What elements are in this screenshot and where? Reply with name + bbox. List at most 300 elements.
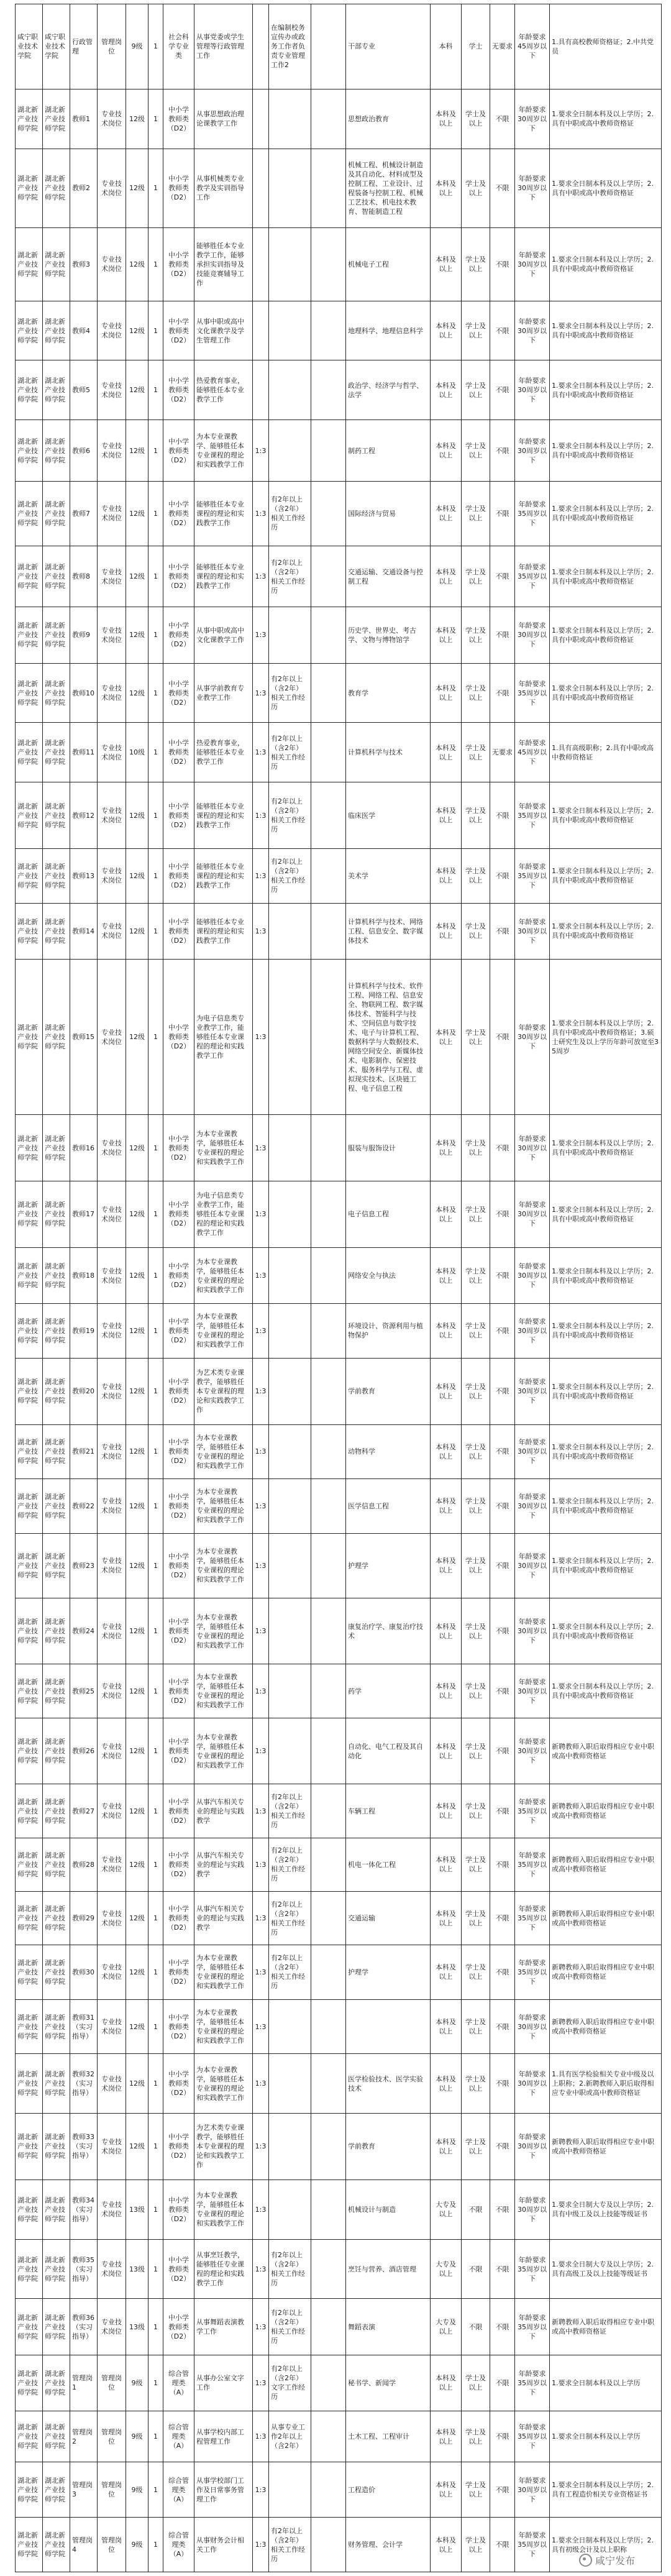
cell-exam-category: 中小学教师类（D2） — [163, 782, 194, 849]
cell-position-category: 专业技术岗位 — [98, 959, 126, 1114]
cell-major: 自动化、电气工程及其自动化 — [346, 1718, 431, 1784]
cell-exam-category: 综合管理类（A） — [163, 2518, 194, 2572]
cell-employer: 湖北新产业技师学院 — [16, 481, 43, 546]
cell-position-level: 12级 — [126, 1598, 148, 1664]
cell-degree: 学士及以上 — [462, 782, 490, 849]
cell-employer: 湖北新产业技师学院 — [16, 2518, 43, 2572]
cell-political-status: 不限 — [490, 1247, 515, 1303]
cell-job-description: 能够胜任本专业课程的理论和实践教学工作 — [194, 903, 253, 959]
cell-political-status: 不限 — [490, 481, 515, 546]
cell-age-requirement: 年龄要求30周岁以下 — [515, 420, 550, 482]
cell-major: 干部专业 — [346, 4, 431, 89]
cell-degree: 学士及以上 — [462, 1598, 490, 1664]
cell-interview-ratio: 1:3 — [253, 1891, 269, 1945]
cell-position-level: 10级 — [126, 723, 148, 782]
cell-degree: 学士及以上 — [462, 360, 490, 420]
cell-interview-ratio: 1:3 — [253, 1424, 269, 1479]
cell-job-description: 能够胜任本专业课程的理论和实践教学工作 — [194, 481, 253, 546]
cell-position: 管理岗1 — [70, 2355, 98, 2411]
cell-major: 学前教育 — [346, 2114, 431, 2180]
cell-experience: 有2年以上（含2年）相关工作经历 — [269, 546, 311, 607]
cell-degree: 学士及以上 — [462, 1479, 490, 1534]
cell-position-category: 专业技术岗位 — [98, 1533, 126, 1598]
cell-major: 护理学 — [346, 1945, 431, 2000]
cell-department: 湖北新产业技师学院 — [43, 149, 70, 227]
cell-department: 咸宁职业技术学院 — [43, 4, 70, 89]
cell-department: 湖北新产业技师学院 — [43, 2239, 70, 2299]
cell-position: 教师24 — [70, 1598, 98, 1664]
cell-major: 机械电子工程 — [346, 227, 431, 301]
cell-department: 湖北新产业技师学院 — [43, 227, 70, 301]
cell-political-status: 无要求 — [490, 4, 515, 89]
cell-exam-category: 中小学教师类（D2） — [163, 1784, 194, 1838]
cell-position-category: 管理岗位 — [98, 2355, 126, 2411]
cell-experience — [269, 903, 311, 959]
cell-other-requirements: 1.要求全日制本科及以上学历；2.具有中职或高中教师资格证 — [550, 848, 662, 903]
cell-experience: 有2年以上（含2年）相关工作经历 — [269, 2518, 311, 2572]
cell-other-conditions — [311, 2239, 346, 2299]
cell-education: 本科及以上 — [431, 2054, 462, 2114]
cell-education: 本科及以上 — [431, 481, 462, 546]
cell-position-category: 专业技术岗位 — [98, 420, 126, 482]
cell-education: 本科及以上 — [431, 301, 462, 360]
table-row — [16, 1999, 662, 2054]
cell-exam-category: 中小学教师类（D2） — [163, 1891, 194, 1945]
cell-employer: 湖北新产业技师学院 — [16, 2355, 43, 2411]
cell-degree: 学士及以上 — [462, 1999, 490, 2054]
cell-position: 教师8 — [70, 546, 98, 607]
cell-political-status: 不限 — [490, 903, 515, 959]
cell-interview-ratio — [253, 227, 269, 301]
cell-department: 湖北新产业技师学院 — [43, 1479, 70, 1534]
cell-quota: 1 — [148, 149, 163, 227]
cell-quota: 1 — [148, 782, 163, 849]
cell-political-status: 不限 — [490, 1424, 515, 1479]
cell-department: 湖北新产业技师学院 — [43, 1598, 70, 1664]
cell-degree: 学士及以上 — [462, 1115, 490, 1181]
cell-age-requirement: 年龄要求30周岁以下 — [515, 1181, 550, 1248]
cell-degree: 学士及以上 — [462, 1945, 490, 2000]
cell-position-level: 12级 — [126, 546, 148, 607]
cell-job-description: 从事中职或高中文化课教学工作 — [194, 607, 253, 663]
cell-other-conditions — [311, 1718, 346, 1784]
cell-other-conditions — [311, 2355, 346, 2411]
cell-other-conditions — [311, 1784, 346, 1838]
cell-position: 教师14 — [70, 903, 98, 959]
cell-interview-ratio: 1:3 — [253, 1784, 269, 1838]
cell-department: 湖北新产业技师学院 — [43, 2299, 70, 2355]
cell-interview-ratio: 1:3 — [253, 2299, 269, 2355]
cell-position: 教师26 — [70, 1718, 98, 1784]
cell-education: 本科及以上 — [431, 1598, 462, 1664]
cell-education: 本科及以上 — [431, 360, 462, 420]
cell-position-category: 专业技术岗位 — [98, 2239, 126, 2299]
cell-degree: 学士及以上 — [462, 1838, 490, 1891]
cell-political-status: 不限 — [490, 607, 515, 663]
cell-position: 教师10 — [70, 663, 98, 723]
cell-job-description: 从事中职或高中文化课教学及学生管理工作 — [194, 301, 253, 360]
cell-education: 本科及以上 — [431, 1999, 462, 2054]
cell-employer: 湖北新产业技师学院 — [16, 782, 43, 849]
cell-quota: 1 — [148, 546, 163, 607]
cell-education: 本科及以上 — [431, 1945, 462, 2000]
cell-employer: 湖北新产业技师学院 — [16, 1479, 43, 1534]
cell-degree: 学士及以上 — [462, 1424, 490, 1479]
cell-quota: 1 — [148, 663, 163, 723]
cell-job-description: 为电子信息类专业教学工作，能够胜任本专业课程的理论和实践教学工作 — [194, 1181, 253, 1248]
cell-quota: 1 — [148, 360, 163, 420]
cell-political-status: 不限 — [490, 782, 515, 849]
cell-exam-category: 中小学教师类（D2） — [163, 2054, 194, 2114]
cell-other-requirements: 1.要求全日制本科及以上学历；2.具有中职或高中教师资格证 — [550, 481, 662, 546]
wechat-channel-icon — [579, 2554, 592, 2567]
cell-interview-ratio — [253, 360, 269, 420]
cell-political-status: 不限 — [490, 1784, 515, 1838]
cell-other-conditions — [311, 149, 346, 227]
cell-age-requirement: 年龄要求35周岁以下 — [515, 481, 550, 546]
cell-major: 计算机科学与技术、网络工程、信息安全、数字媒体技术 — [346, 903, 431, 959]
cell-other-requirements: 1.要求全日制本科及以上学历；2.具有中职或高中教师资格证 — [550, 1598, 662, 1664]
table-row — [16, 1424, 662, 1479]
cell-quota: 1 — [148, 1424, 163, 1479]
cell-experience — [269, 149, 311, 227]
cell-other-conditions — [311, 1945, 346, 2000]
cell-job-description: 为本专业课教学，能够胜任本专业课程的理论和实践教学工作 — [194, 1247, 253, 1303]
cell-experience: 有2年以上（含2年）相关工作经历 — [269, 1784, 311, 1838]
cell-job-description: 为艺术类专业课教学，能够胜任本专业课程的理论和实践教学工作 — [194, 1358, 253, 1424]
cell-job-description: 为本专业课教学，能够胜任本专业课程的理论和实践教学工作 — [194, 2180, 253, 2239]
cell-major: 秘书学、新闻学 — [346, 2355, 431, 2411]
cell-education: 本科及以上 — [431, 1304, 462, 1359]
cell-political-status: 不限 — [490, 1945, 515, 2000]
cell-position-level: 12级 — [126, 782, 148, 849]
cell-quota: 1 — [148, 1945, 163, 2000]
cell-political-status: 不限 — [490, 1598, 515, 1664]
cell-interview-ratio: 1:3 — [253, 1718, 269, 1784]
cell-department: 湖北新产业技师学院 — [43, 360, 70, 420]
table-row — [16, 227, 662, 301]
cell-major: 国际经济与贸易 — [346, 481, 431, 546]
cell-major: 网络安全与执法 — [346, 1247, 431, 1303]
cell-quota: 1 — [148, 1533, 163, 1598]
table-row — [16, 1664, 662, 1718]
cell-exam-category: 中小学教师类（D2） — [163, 1479, 194, 1534]
cell-education: 大专及以上 — [431, 2299, 462, 2355]
cell-experience — [269, 1181, 311, 1248]
cell-quota: 1 — [148, 1664, 163, 1718]
cell-age-requirement: 年龄要求30周岁以下 — [515, 149, 550, 227]
cell-education: 本科及以上 — [431, 1838, 462, 1891]
cell-quota: 1 — [148, 2518, 163, 2572]
cell-position-level: 12级 — [126, 420, 148, 482]
cell-degree: 学士及以上 — [462, 607, 490, 663]
cell-political-status: 不限 — [490, 1664, 515, 1718]
cell-position-category: 专业技术岗位 — [98, 1838, 126, 1891]
cell-position-category: 专业技术岗位 — [98, 1598, 126, 1664]
cell-exam-category: 中小学教师类（D2） — [163, 227, 194, 301]
cell-employer: 湖北新产业技师学院 — [16, 2299, 43, 2355]
cell-exam-category: 中小学教师类（D2） — [163, 1247, 194, 1303]
cell-position: 教师7 — [70, 481, 98, 546]
table-row — [16, 2299, 662, 2355]
cell-quota: 1 — [148, 301, 163, 360]
cell-age-requirement: 年龄要求35周岁以下 — [515, 1891, 550, 1945]
cell-quota: 1 — [148, 1718, 163, 1784]
cell-other-conditions — [311, 89, 346, 149]
cell-department: 湖北新产业技师学院 — [43, 2518, 70, 2572]
cell-political-status: 不限 — [490, 546, 515, 607]
cell-major: 制药工程 — [346, 420, 431, 482]
cell-job-description: 为本专业课教学，能够胜任本专业课程的理论和实践教学工作 — [194, 1945, 253, 2000]
table-row — [16, 1358, 662, 1424]
cell-other-requirements: 1.要求全日制本科及以上学历；2.具有中职或高中教师资格证 — [550, 1115, 662, 1181]
table-row — [16, 1784, 662, 1838]
cell-position-level: 12级 — [126, 301, 148, 360]
cell-position-category: 专业技术岗位 — [98, 546, 126, 607]
cell-education: 本科 — [431, 4, 462, 89]
cell-age-requirement: 年龄要求35周岁以下 — [515, 782, 550, 849]
cell-quota: 1 — [148, 1181, 163, 1248]
cell-major: 舞蹈表演 — [346, 2299, 431, 2355]
cell-exam-category: 社会科学专业类 — [163, 4, 194, 89]
cell-interview-ratio: 1:3 — [253, 420, 269, 482]
cell-other-conditions — [311, 959, 346, 1114]
cell-political-status: 不限 — [490, 1115, 515, 1181]
cell-quota: 1 — [148, 2299, 163, 2355]
cell-other-requirements: 1.要求全日制本科及以上学历；2.具有中职或高中教师资格证 — [550, 1479, 662, 1534]
cell-position-category: 专业技术岗位 — [98, 360, 126, 420]
cell-degree: 不限 — [462, 2239, 490, 2299]
table-row — [16, 420, 662, 482]
cell-other-conditions — [311, 2411, 346, 2462]
cell-age-requirement: 年龄要求30周岁以下 — [515, 1718, 550, 1784]
cell-position-level: 12级 — [126, 1838, 148, 1891]
cell-department: 湖北新产业技师学院 — [43, 481, 70, 546]
cell-position-level: 12级 — [126, 959, 148, 1114]
cell-position-category: 专业技术岗位 — [98, 1664, 126, 1718]
cell-other-conditions — [311, 420, 346, 482]
cell-education: 本科及以上 — [431, 1891, 462, 1945]
cell-department: 湖北新产业技师学院 — [43, 1304, 70, 1359]
cell-degree: 学士及以上 — [462, 723, 490, 782]
cell-department: 湖北新产业技师学院 — [43, 1358, 70, 1424]
cell-position-level: 9级 — [126, 2411, 148, 2462]
cell-other-requirements: 1.要求全日制大专及以上学历；2.具有高级工及以上技能等级证书 — [550, 2239, 662, 2299]
cell-job-description: 为本专业课教学，能够胜任本专业课程的理论和实践教学工作 — [194, 1664, 253, 1718]
cell-exam-category: 中小学教师类（D2） — [163, 1533, 194, 1598]
cell-other-requirements: 1.要求全日制本科及以上学历；2.具有中职或高中教师资格证 — [550, 546, 662, 607]
cell-other-conditions — [311, 4, 346, 89]
table-row — [16, 663, 662, 723]
cell-job-description: 为本专业课教学，能够胜任本专业课程的理论和实践教学工作 — [194, 1115, 253, 1181]
cell-position-level: 12级 — [126, 663, 148, 723]
cell-exam-category: 中小学教师类（D2） — [163, 2239, 194, 2299]
cell-other-conditions — [311, 782, 346, 849]
cell-interview-ratio: 1:3 — [253, 959, 269, 1114]
cell-job-description: 能够胜任本专业课程的理论和实践教学工作 — [194, 546, 253, 607]
cell-education: 本科及以上 — [431, 1784, 462, 1838]
cell-other-conditions — [311, 1424, 346, 1479]
cell-position: 教师18 — [70, 1247, 98, 1303]
cell-other-requirements: 新聘教师入职后取得相应专业中职或高中教师资格证 — [550, 1718, 662, 1784]
cell-position: 教师29 — [70, 1891, 98, 1945]
table-row — [16, 1838, 662, 1891]
table-row — [16, 89, 662, 149]
cell-position-level: 12级 — [126, 149, 148, 227]
cell-major: 烹饪与营养、酒店管理 — [346, 2239, 431, 2299]
cell-department: 湖北新产业技师学院 — [43, 782, 70, 849]
cell-other-requirements: 新聘教师入职后取得相应专业中职或高中教师资格证 — [550, 1784, 662, 1838]
cell-interview-ratio: 1:3 — [253, 848, 269, 903]
cell-education: 本科及以上 — [431, 1479, 462, 1534]
cell-interview-ratio: 1:3 — [253, 546, 269, 607]
cell-position-category: 专业技术岗位 — [98, 2180, 126, 2239]
cell-education: 本科及以上 — [431, 420, 462, 482]
cell-employer: 湖北新产业技师学院 — [16, 546, 43, 607]
cell-interview-ratio: 1:3 — [253, 1999, 269, 2054]
cell-department: 湖北新产业技师学院 — [43, 2355, 70, 2411]
cell-employer: 湖北新产业技师学院 — [16, 2180, 43, 2239]
cell-other-conditions — [311, 663, 346, 723]
cell-exam-category: 中小学教师类（D2） — [163, 1181, 194, 1248]
cell-position-level: 12级 — [126, 1945, 148, 2000]
cell-quota: 1 — [148, 903, 163, 959]
cell-employer: 湖北新产业技师学院 — [16, 2462, 43, 2518]
cell-employer: 湖北新产业技师学院 — [16, 903, 43, 959]
cell-age-requirement: 年龄要求30周岁以下 — [515, 2114, 550, 2180]
table-row — [16, 481, 662, 546]
cell-education: 本科及以上 — [431, 1115, 462, 1181]
cell-degree: 学士及以上 — [462, 959, 490, 1114]
cell-age-requirement: 年龄要求35周岁以下 — [515, 663, 550, 723]
table-row — [16, 1891, 662, 1945]
cell-job-description: 能够胜任本专业教学工作，能够承担实训指导及技能竞赛辅导工作 — [194, 227, 253, 301]
cell-department: 湖北新产业技师学院 — [43, 903, 70, 959]
cell-exam-category: 中小学教师类（D2） — [163, 546, 194, 607]
table-row — [16, 607, 662, 663]
cell-exam-category: 中小学教师类（D2） — [163, 420, 194, 482]
cell-position: 教师31（实习指导） — [70, 1999, 98, 2054]
cell-position-level: 12级 — [126, 1247, 148, 1303]
cell-quota: 1 — [148, 1838, 163, 1891]
cell-degree: 学士及以上 — [462, 2114, 490, 2180]
cell-quota: 1 — [148, 2054, 163, 2114]
cell-job-description: 从事机械类专业教学及实训指导工作 — [194, 149, 253, 227]
cell-employer: 湖北新产业技师学院 — [16, 1247, 43, 1303]
cell-degree: 学士及以上 — [462, 1718, 490, 1784]
cell-education: 本科及以上 — [431, 2411, 462, 2462]
cell-experience — [269, 1358, 311, 1424]
cell-major: 机械设计与制造 — [346, 2180, 431, 2239]
cell-political-status: 不限 — [490, 89, 515, 149]
cell-employer: 湖北新产业技师学院 — [16, 723, 43, 782]
cell-exam-category: 中小学教师类（D2） — [163, 89, 194, 149]
cell-job-description: 热爱教育事业，能够胜任本专业教学工作 — [194, 723, 253, 782]
cell-major: 美术学 — [346, 848, 431, 903]
cell-department: 湖北新产业技师学院 — [43, 420, 70, 482]
cell-degree: 学士及以上 — [462, 1784, 490, 1838]
cell-interview-ratio: 1:3 — [253, 1945, 269, 2000]
cell-interview-ratio: 1:3 — [253, 723, 269, 782]
cell-job-description: 为本专业课教学，能够胜任本专业课程的理论和实践教学工作 — [194, 1999, 253, 2054]
cell-position-category: 专业技术岗位 — [98, 2299, 126, 2355]
cell-job-description: 从事汽车相关专业的理论与实践教学 — [194, 1891, 253, 1945]
cell-political-status: 不限 — [490, 848, 515, 903]
cell-position-category: 管理岗位 — [98, 2518, 126, 2572]
cell-political-status: 不限 — [490, 301, 515, 360]
cell-position: 教师21 — [70, 1424, 98, 1479]
cell-experience: 有2年以上（含2年）相关工作经历 — [269, 1945, 311, 2000]
cell-department: 湖北新产业技师学院 — [43, 1718, 70, 1784]
cell-position-category: 专业技术岗位 — [98, 1247, 126, 1303]
cell-major: 机电一体化工程 — [346, 1838, 431, 1891]
cell-department: 湖北新产业技师学院 — [43, 1181, 70, 1248]
cell-major: 车辆工程 — [346, 1784, 431, 1838]
cell-department: 湖北新产业技师学院 — [43, 848, 70, 903]
cell-other-requirements: 1.具有高级职称；2.具有中职或高中教师资格证 — [550, 723, 662, 782]
cell-position-level: 12级 — [126, 903, 148, 959]
cell-interview-ratio: 1:3 — [253, 903, 269, 959]
cell-political-status: 不限 — [490, 663, 515, 723]
cell-education: 本科及以上 — [431, 607, 462, 663]
cell-age-requirement: 年龄要求30周岁以下 — [515, 1598, 550, 1664]
cell-political-status: 不限 — [490, 2114, 515, 2180]
cell-department: 湖北新产业技师学院 — [43, 1945, 70, 2000]
cell-exam-category: 综合管理类（A） — [163, 2462, 194, 2518]
cell-position: 教师3 — [70, 227, 98, 301]
cell-age-requirement: 年龄要求35周岁以下 — [515, 2411, 550, 2462]
cell-degree: 学士及以上 — [462, 1304, 490, 1359]
cell-interview-ratio: 1:3 — [253, 2054, 269, 2114]
cell-department: 湖北新产业技师学院 — [43, 1891, 70, 1945]
cell-age-requirement: 年龄要求30周岁以下 — [515, 607, 550, 663]
cell-major: 政治学、经济学与哲学、法学 — [346, 360, 431, 420]
cell-major: 机械工程、机械设计制造及其自动化、材料成型及控制工程、工业设计、过程装备与控制工程、机械工艺技术、机电技术教育、智能制造工程 — [346, 149, 431, 227]
table-row — [16, 360, 662, 420]
cell-job-description: 从事思想政治理论课教学工作 — [194, 89, 253, 149]
cell-age-requirement: 年龄要求45周岁以下 — [515, 4, 550, 89]
cell-exam-category: 中小学教师类（D2） — [163, 607, 194, 663]
cell-education: 本科及以上 — [431, 2114, 462, 2180]
recruitment-table — [15, 4, 662, 2572]
cell-quota: 1 — [148, 2180, 163, 2239]
cell-quota: 1 — [148, 1247, 163, 1303]
cell-position-category: 管理岗位 — [98, 2411, 126, 2462]
cell-employer: 湖北新产业技师学院 — [16, 1718, 43, 1784]
table-body — [16, 4, 662, 2572]
cell-employer: 湖北新产业技师学院 — [16, 2239, 43, 2299]
cell-education: 本科及以上 — [431, 1718, 462, 1784]
cell-job-description: 从事烹饪教学，能够胜任专业课程的理论和实践教学工作 — [194, 2239, 253, 2299]
cell-age-requirement: 年龄要求30周岁以下 — [515, 1304, 550, 1359]
cell-other-requirements: 新聘教师入职后取得相应专业中职或高中教师资格证 — [550, 1891, 662, 1945]
cell-other-requirements: 新聘教师入职后取得相应专业中职或高中教师资格证 — [550, 2299, 662, 2355]
table-row — [16, 2054, 662, 2114]
cell-interview-ratio: 1:3 — [253, 1479, 269, 1534]
cell-education: 本科及以上 — [431, 1247, 462, 1303]
cell-employer: 湖北新产业技师学院 — [16, 1891, 43, 1945]
cell-other-requirements: 新聘教师入职后取得相应专业中职或高中教师资格证 — [550, 1945, 662, 2000]
cell-position: 教师5 — [70, 360, 98, 420]
cell-other-conditions — [311, 1304, 346, 1359]
cell-exam-category: 中小学教师类（D2） — [163, 1664, 194, 1718]
cell-position-category: 专业技术岗位 — [98, 848, 126, 903]
cell-quota: 1 — [148, 420, 163, 482]
cell-other-conditions — [311, 1598, 346, 1664]
watermark-text: 咸宁发布 — [595, 2555, 636, 2567]
cell-degree: 学士及以上 — [462, 89, 490, 149]
cell-political-status: 不限 — [490, 1304, 515, 1359]
